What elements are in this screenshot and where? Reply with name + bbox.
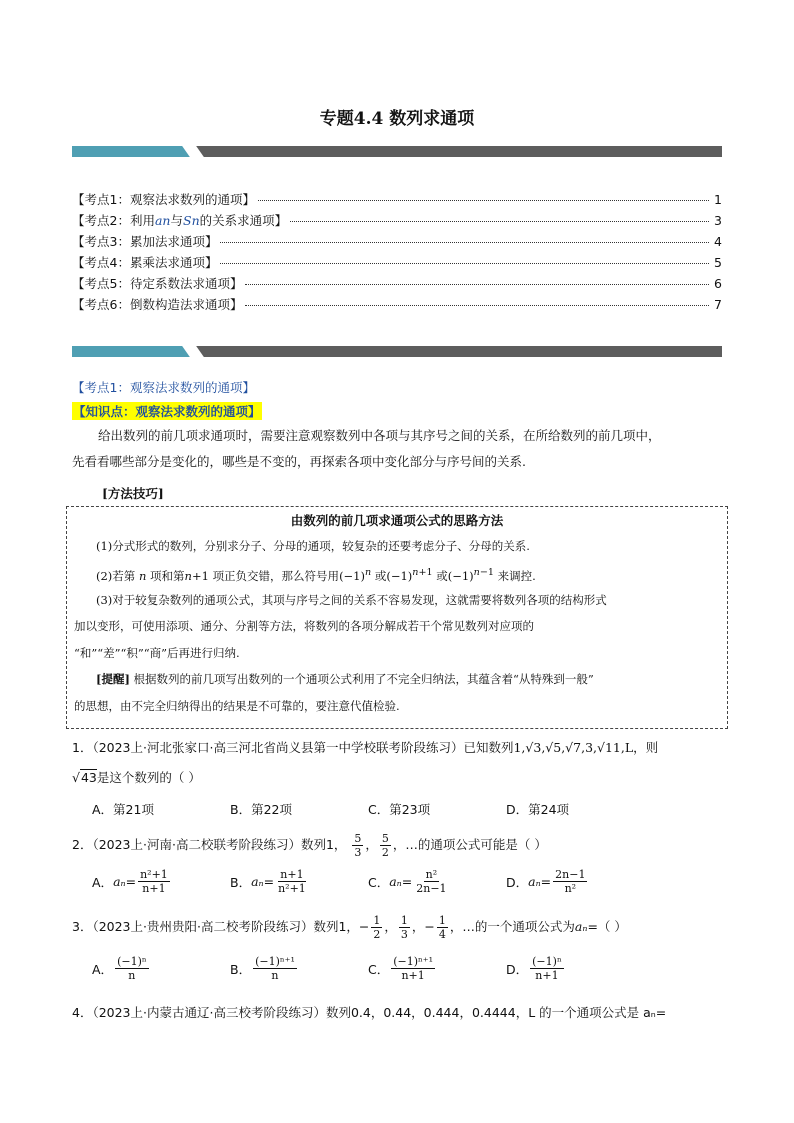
option-d[interactable]: D． $\frac{\text{(−1)ⁿ}}{n+1}$: [506, 955, 562, 982]
option-c[interactable]: C． $\frac{\text{(−1)ⁿ⁺¹}}{n+1}$: [368, 955, 434, 982]
option-b[interactable]: B． aₙ = $\frac{n+1}{\text{n²+1}}$: [230, 868, 306, 895]
method-line-5: “和”“差”“积”“商”后再进行归纳.: [74, 646, 240, 660]
page-title: 专题4.4 数列求通项: [319, 109, 475, 129]
method-line-6: [提醒] 根据数列的前几项写出数列的一个通项公式利用了不完全归纳法，其蕴含着“从特殊到一般”: [96, 672, 594, 686]
toc-item[interactable]: 【考点1：观察法求数列的通项】 1: [72, 192, 722, 207]
header-divider-bar: [72, 146, 722, 157]
table-of-contents: [72, 190, 722, 316]
question-4-stem: 4．（2023上·内蒙古通辽·高三校考阶段练习）数列0.4，0.44，0.444，0.4444，L 的一个通项公式是 aₙ=: [72, 1005, 667, 1020]
question-3-stem: 3．（2023上·贵州贵阳·高二校考阶段练习）数列1，− $\frac{1}{2}$ ， $\frac{1}{3}$ ，− $\frac{1}{4}$ ，…的一个通项公式为aₙ=（ ）: [72, 914, 627, 941]
toc-item[interactable]: 【考点6：倒数构造法求通项】 7: [72, 297, 722, 312]
question-1-stem: 1．（2023上·河北张家口·高三河北省尚义县第一中学校联考阶段练习）已知数列1,√3,√5,√7,3,√11,L，则: [72, 740, 659, 755]
option-b[interactable]: B． $\frac{\text{(−1)ⁿ⁺¹}}{n}$: [230, 955, 295, 982]
method-box-title: 由数列的前几项求通项公式的思路方法: [290, 513, 504, 528]
method-line-7: 的思想，由不完全归纳得出的结果是不可靠的，要注意代值检验.: [74, 699, 400, 713]
option-b[interactable]: B．第22项: [230, 802, 292, 817]
method-label: [方法技巧]: [102, 486, 164, 501]
question-2-options: [92, 868, 712, 895]
option-d[interactable]: D． aₙ = $\frac{2n-1}{\text{n²}}$: [506, 868, 586, 895]
question-3-options: [92, 955, 712, 982]
toc-item[interactable]: 【考点4：累乘法求通项】 5: [72, 255, 722, 270]
option-a[interactable]: A． aₙ = $\frac{\text{n²+1}}{n+1}$: [92, 868, 168, 895]
section-divider-bar: [72, 346, 722, 357]
knowledge-point-label: 【知识点：观察法求数列的通项】: [73, 404, 261, 419]
option-c[interactable]: C．第23项: [368, 802, 431, 817]
method-line-3: (3)对于较复杂数列的通项公式，其项与序号之间的关系不容易发现，这就需要将数列各项的结构形式: [96, 593, 607, 607]
toc-item[interactable]: 【考点3：累加法求通项】 4: [72, 234, 722, 249]
option-a[interactable]: A．第21项: [92, 802, 154, 817]
method-line-1: (1)分式形式的数列，分别求分子、分母的通项，较复杂的还要考虑分子、分母的关系.: [96, 539, 530, 553]
question-1-stem-line-2: √43是这个数列的（ ）: [72, 770, 201, 785]
question-1-options: [92, 800, 712, 818]
option-a[interactable]: A． $\frac{\text{(−1)ⁿ}}{n}$: [92, 955, 147, 982]
option-c[interactable]: C． aₙ = $\frac{\text{n²}}{2n-1}$: [368, 868, 447, 895]
intro-paragraph-line-1: 给出数列的前几项求通项时，需要注意观察数列中各项与其序号之间的关系，在所给数列的前几项中，: [98, 428, 661, 443]
question-2-stem: 2．（2023上·河南·高二校联考阶段练习）数列1， $\frac{5}{3}$ ， $\frac{5}{2}$ ，…的通项公式可能是（ ）: [72, 832, 547, 859]
method-line-4: 加以变形，可使用添项、通分、分割等方法，将数列的各项分解成若干个常见数列对应项的: [74, 619, 534, 633]
toc-item[interactable]: 【考点5：待定系数法求通项】 6: [72, 276, 722, 291]
option-d[interactable]: D．第24项: [506, 802, 570, 817]
toc-item[interactable]: 【考点2：利用an与Sn的关系求通项】 3: [72, 213, 722, 228]
method-line-2: (2)若第 n 项和第n+1 项正负交错，那么符号用$(-1)^n$ 或$(-1)^{n+1}$ 或$(-1)^{n-1}$ 来调控.: [96, 567, 536, 583]
intro-paragraph-line-2: 先看看哪些部分是变化的，哪些是不变的，再探索各项中变化部分与序号间的关系.: [72, 454, 526, 469]
section-heading: 【考点1：观察法求数列的通项】: [72, 380, 255, 395]
